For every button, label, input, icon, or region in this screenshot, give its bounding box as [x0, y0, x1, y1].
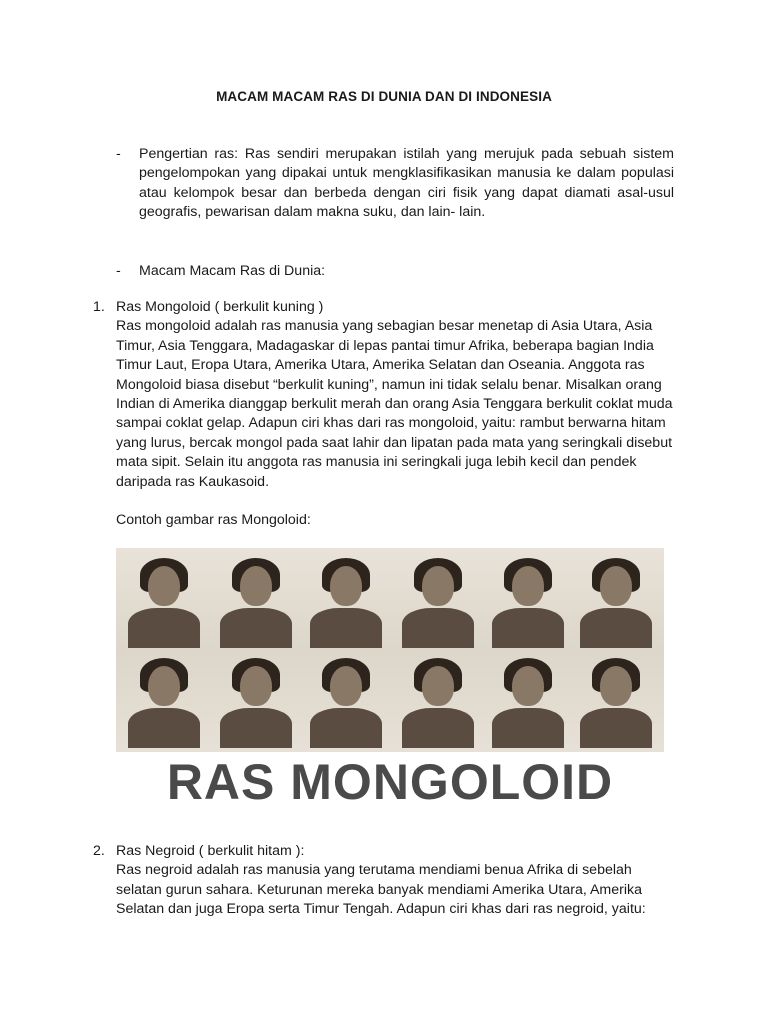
portrait: [572, 552, 660, 648]
portrait: [302, 552, 390, 648]
list-number: 1.: [93, 299, 105, 315]
negroid-description: Ras negroid adalah ras manusia yang terutama mendiami benua Afrika di sebelah selatan gurun sahara. Keturunan mereka banyak mendiami Amerika Utara, Amerika Selatan dan juga Eropa serta Timur Tengah. Adapun ciri khas dari ras negroid, yaitu:: [116, 862, 646, 918]
portrait: [120, 552, 208, 648]
list-dash: -: [116, 146, 121, 162]
document-title: MACAM MACAM RAS DI DUNIA DAN DI INDONESIA: [216, 89, 552, 104]
races-subheading-text: Macam Macam Ras di Dunia:: [139, 263, 326, 279]
mongoloid-description: Ras mongoloid adalah ras manusia yang sebagian besar menetap di Asia Utara, Asia Timur, Asia Tenggara, Madagaskar di lepas pantai timur Afrika, beberapa bagian India Timur Laut, Eropa Utara, Amerika Utara, Amerika Selatan dan Oseania. Anggota ras Mongoloid biasa disebut “berkulit kuning”, namun ini tidak selalu benar. Misalkan orang Indian di Amerika dianggap berkulit merah dan orang Asia Tenggara berkulit coklat muda sampai coklat gelap. Adapun ciri khas dari ras mongoloid, yaitu: rambut berwarna hitam yang lurus, bercak mongol pada saat lahir dan lipatan pada mata yang seringkali disebut mata sipit. Selain itu anggota ras manusia ini seringkali juga lebih kecil dan pendek daripada ras Kaukasoid.: [116, 318, 673, 490]
mongoloid-heading: Ras Mongoloid ( berkulit kuning ): [116, 299, 324, 315]
list-item-negroid: [93, 842, 673, 920]
portrait: [572, 652, 660, 748]
portrait: [394, 652, 482, 748]
negroid-heading: Ras Negroid ( berkulit hitam ):: [116, 843, 305, 859]
mongoloid-image-caption: RAS MONGOLOID: [166, 754, 614, 810]
definition-text: Pengertian ras: Ras sendiri merupakan istilah yang merujuk pada sebuah sistem pengelompokan yang dipakai untuk mengklasifikasikan manusia ke dalam populasi atau kelompok besar dan berbeda dengan ciri fisik yang dapat diamati asal-usul geografis, pewarisan dalam makna suku, dan lain- lain.: [139, 146, 674, 221]
portrait: [212, 552, 300, 648]
mongoloid-portraits-image: [116, 548, 664, 752]
races-subheading: [116, 262, 674, 281]
portrait: [484, 552, 572, 648]
mongoloid-image-banner: [116, 752, 664, 812]
portrait: [212, 652, 300, 748]
portrait: [484, 652, 572, 748]
list-number: 2.: [93, 843, 105, 859]
portrait: [302, 652, 390, 748]
list-item-mongoloid: [93, 298, 673, 492]
portrait: [394, 552, 482, 648]
portrait: [120, 652, 208, 748]
definition-paragraph: [116, 145, 674, 223]
mongoloid-example-label: Contoh gambar ras Mongoloid:: [116, 512, 311, 528]
list-dash: -: [116, 263, 121, 279]
